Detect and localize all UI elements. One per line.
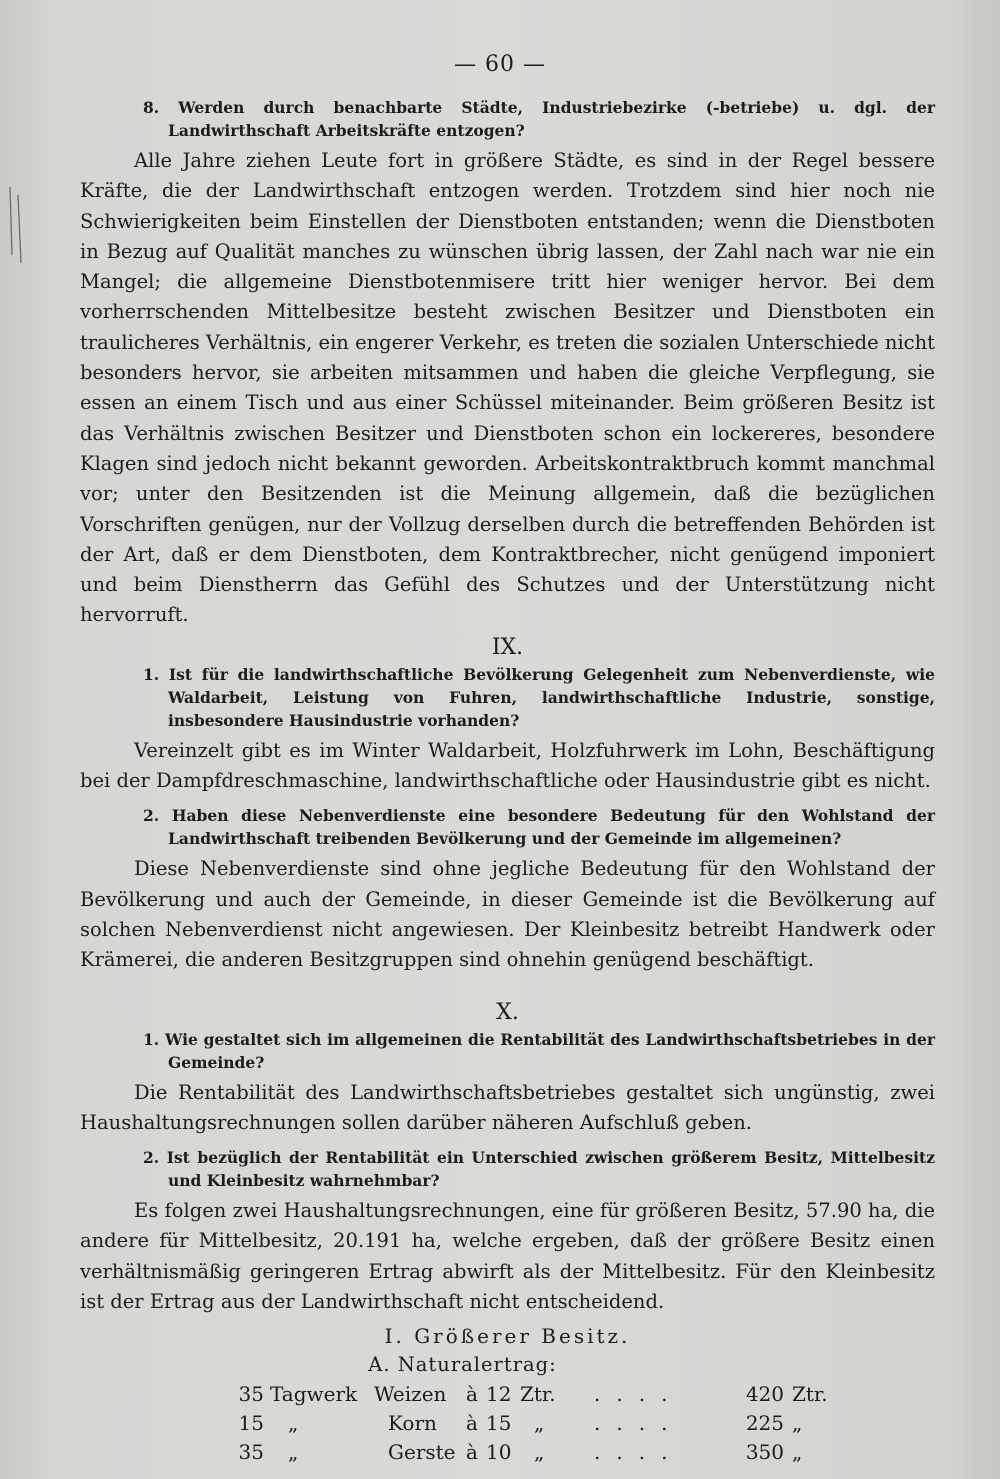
row-dots: .... [594, 1410, 684, 1435]
answer-8: Alle Jahre ziehen Leute fort in größere Städte, es sind in der Regel bessere Kräfte, die der Landwirthschaft entzogen werden. Trotzdem sind hier noch nie Schwierigkeiten beim Einstellen der Dienstboten entstanden; wenn die Dienstboten in Bezug auf Qualität manches zu wünschen übrig lassen, der Zahl nach war nie ein Mangel; die allgemeine Dienstbotenmisere tritt hier weniger hervor. Bei dem vorherrschenden Mittelbesitze besteht zwischen Besitzer und Dienstboten ein traulicheres Verhältnis, ein engerer Verkehr, es treten die sozialen Unterschiede nicht besonders hervor, sie arbeiten mitsammen und haben die gleiche Verpflegung, sie essen an einem Tisch und aus einer Schüssel miteinander. Beim größeren Besitz ist das Verhältnis zwischen Besitzer und Dienstboten schon ein lockereres, besondere Klagen sind jedoch nicht bekannt geworden. Arbeitskontraktbruch kommt manchmal vor; unter den Besitzenden ist die Meinung allgemein, daß die bezüglichen Vorschriften genügen, nur der Vollzug derselben durch die betreffenden Behörden ist der Art, daß er dem Dienstboten, dem Kontraktbrecher, nicht genügend imponiert und beim Dienstherrn das Gefühl des Schutzes und der Unterstützung nicht hervorruft. [80, 149, 935, 627]
answer-x-2: Es folgen zwei Haushaltungsrechnungen, eine für größeren Besitz, 57.90 ha, die andere für Mittelbesitz, 20.191 ha, welche ergeben, daß der größere Besitz einen verhältnismäßig geringeren Ertrag abwirft als der Mittelbesitz. Für den Kleinbesitz ist der Ertrag aus der Landwirthschaft nicht entscheidend. [80, 1199, 935, 1314]
row-value-unit: „ [792, 1410, 803, 1435]
question-8: 8. Werden durch benachbarte Städte, Industriebezirke (-betriebe) u. dgl. der Landwirthschaft Arbeitskräfte entzogen? [143, 98, 935, 140]
row-qty: 35 [238, 1381, 264, 1406]
row-qty: 15 [238, 1410, 264, 1435]
accounting-title: I. Größerer Besitz. [384, 1324, 631, 1349]
question-ix-1: 1. Ist für die landwirthschaftliche Bevölkerung Gelegenheit zum Nebenverdienste, wie Waldarbeit, Leistung von Fuhren, landwirthschaftliche Industrie, sonstige, insbesondere Hausindustrie vorhanden? [143, 664, 935, 730]
row-qty: 35 [238, 1439, 264, 1464]
row-dots: .... [594, 1439, 684, 1464]
section-title-x: X. [496, 999, 519, 1025]
question-ix-2: 2. Haben diese Nebenverdienste eine besondere Bedeutung für den Wohlstand der Landwirthschaft treibenden Bevölkerung und der Gemeinde im allgemeinen? [143, 806, 935, 849]
row-rate: 10 [486, 1439, 512, 1464]
row-crop: Weizen [374, 1381, 447, 1406]
row-value-unit: „ [792, 1439, 803, 1464]
row-crop: Gerste [388, 1439, 456, 1464]
row-at: à [466, 1439, 478, 1464]
row-rate: 15 [486, 1410, 512, 1435]
row-unit: „ [288, 1410, 299, 1435]
pencil-margin-mark [4, 185, 26, 265]
table-row [228, 1437, 842, 1466]
row-at: à [466, 1381, 478, 1406]
row-value-unit: Ztr. [792, 1381, 828, 1406]
page-number: — 60 — [454, 52, 546, 77]
answer-ix-2: Diese Nebenverdienste sind ohne jegliche Bedeutung für den Wohlstand der Bevölkerung und auch der Gemeinde, in dieser Gemeinde ist die Bevölkerung auf solchen Nebenverdienst nicht angewiesen. Der Kleinbesitz betreibt Handwerk oder Krämerei, die anderen Besitzgruppen sind ohnehin genügend beschäftigt. [80, 857, 935, 972]
page-content [80, 96, 935, 1466]
row-rate-unit: Ztr. [520, 1381, 556, 1406]
answer-ix-1: Vereinzelt gibt es im Winter Waldarbeit, Holzfuhrwerk im Lohn, Beschäftigung bei der Dampfdreschmaschine, landwirthschaftliche oder Hausindustrie gibt es nicht. [80, 738, 935, 793]
section-title-ix: IX. [491, 634, 524, 660]
row-value: 225 [745, 1410, 784, 1435]
question-x-1: 1. Wie gestaltet sich im allgemeinen die Rentabilität des Landwirthschaftsbetriebes in der Gemeinde? [143, 1029, 935, 1072]
row-rate-unit: „ [534, 1439, 545, 1464]
natural-yield-table [228, 1379, 842, 1466]
table-row [228, 1379, 842, 1408]
row-unit: „ [288, 1439, 299, 1464]
answer-x-1: Die Rentabilität des Landwirthschaftsbetriebes gestaltet sich ungünstig, zwei Haushaltungsrechnungen sollen darüber näheren Aufschluß geben. [80, 1080, 935, 1134]
row-unit: Tagwerk [270, 1381, 358, 1406]
row-rate: 12 [486, 1381, 512, 1406]
row-dots: .... [594, 1381, 684, 1406]
row-value: 420 [745, 1381, 784, 1406]
table-row [228, 1408, 842, 1437]
row-value: 350 [745, 1439, 784, 1464]
row-at: à [466, 1410, 478, 1435]
row-rate-unit: „ [534, 1410, 545, 1435]
row-crop: Korn [388, 1410, 437, 1435]
question-x-2: 2. Ist bezüglich der Rentabilität ein Unterschied zwischen größerem Besitz, Mittelbesitz und Kleinbesitz wahrnehmbar? [143, 1148, 935, 1191]
accounting-subtitle: A. Naturalertrag: [368, 1353, 557, 1377]
